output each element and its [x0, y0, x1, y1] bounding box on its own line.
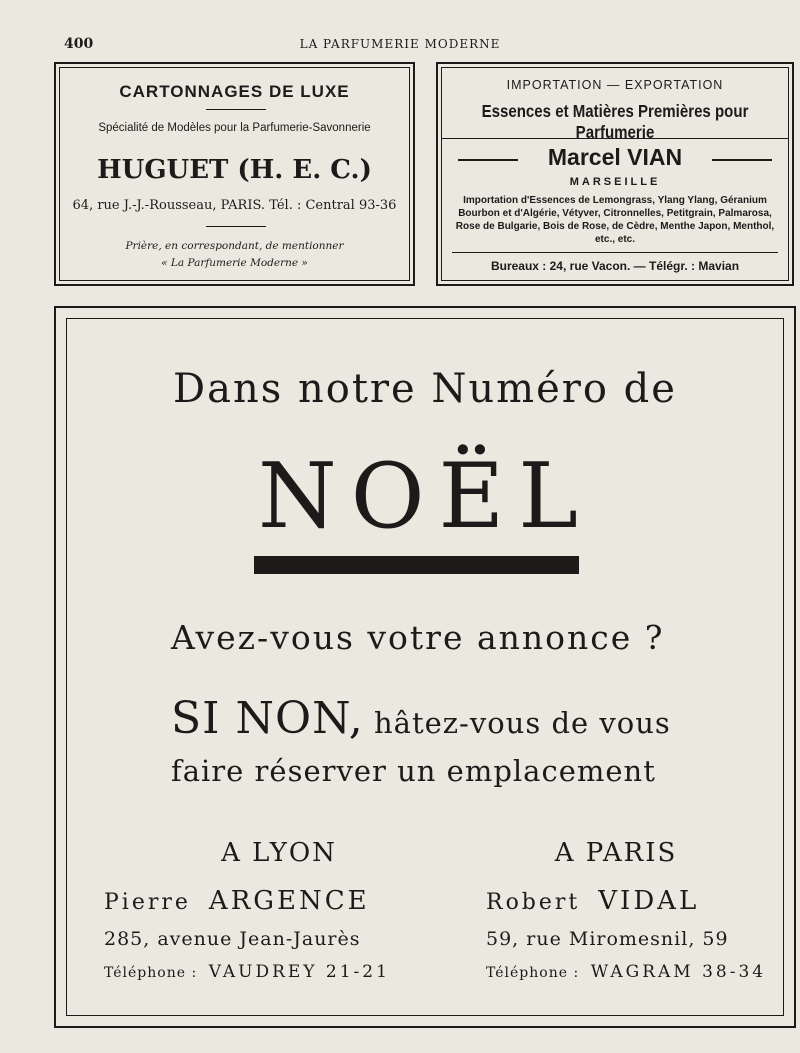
contact-lyon-lastname: ARGENCE [208, 886, 370, 916]
tel-label: Téléphone : [104, 965, 198, 981]
note-line-1: Prière, en correspondant, de mentionner [125, 240, 344, 252]
ad-noel [54, 306, 796, 1028]
ad-vian-inner-border [441, 67, 789, 281]
heading-underline-bar [254, 556, 579, 574]
contact-lyon-address: 285, avenue Jean-Jaurès [104, 928, 361, 950]
contact-lyon-city: A LYON [221, 838, 337, 868]
divider [442, 138, 788, 139]
hatez-vous: hâtez-vous de vous [363, 706, 671, 740]
contact-paris-city: A PARIS [554, 838, 678, 868]
noel-heading: NOËL [258, 444, 592, 549]
noel-line-2 [171, 693, 671, 744]
contact-paris-lastname: VIDAL [598, 886, 700, 916]
contact-lyon-firstname: Pierre [104, 890, 191, 915]
contact-paris-person [486, 886, 796, 916]
divider [206, 226, 266, 227]
contact-lyon [104, 838, 414, 982]
ad-vian-company: Marcel VIAN [547, 144, 683, 170]
ad-vian-products-list: Importation d'Essences de Lemongrass, Ylang Ylang, Géranium Bourbon et d'Algérie, Vétyver, Citronnelles, Petitgrain, Palmarosa, Rose de Bulgarie, Bois de Rose, de Cèdre, Menthe Japon, Menthol, etc., etc. [455, 195, 775, 245]
ad-cartonnages-company: HUGUET (H. E. C.) [97, 155, 372, 185]
ad-cartonnages-title: CARTONNAGES DE LUXE [119, 82, 350, 101]
page-number: 400 [64, 36, 94, 52]
ad-cartonnages-note [56, 238, 413, 272]
contact-paris-telephone [486, 962, 796, 982]
ad-cartonnages-subtitle: Spécialité de Modèles pour la Parfumerie-Savonnerie [98, 122, 371, 134]
tel-label: Téléphone : [486, 965, 580, 981]
tel-value: WAGRAM 38-34 [590, 962, 767, 982]
ad-vian-trade: IMPORTATION — EXPORTATION [506, 78, 724, 92]
noel-intro: Dans notre Numéro de [173, 366, 677, 412]
noel-question: Avez-vous votre annonce ? [171, 618, 665, 657]
noel-line-3: faire réserver un emplacement [171, 754, 656, 788]
contact-paris-address: 59, rue Miromesnil, 59 [486, 928, 729, 950]
note-line-2: « La Parfumerie Moderne » [161, 257, 308, 269]
journal-title: LA PARFUMERIE MODERNE [299, 37, 501, 51]
si-non: SI NON, [171, 693, 364, 744]
ad-cartonnages-address: 64, rue J.-J.-Rousseau, PARIS. Tél. : Central 93-36 [72, 198, 397, 213]
contact-paris [486, 838, 796, 982]
contact-paris-firstname: Robert [486, 890, 581, 915]
divider [452, 252, 778, 253]
divider [206, 109, 266, 110]
tel-value: VAUDREY 21-21 [208, 962, 390, 982]
ad-vian-footer: Bureaux : 24, rue Vacon. — Télégr. : Mavian [490, 259, 740, 273]
ad-cartonnages [54, 62, 415, 286]
ad-marcel-vian [436, 62, 794, 286]
contact-lyon-person [104, 886, 414, 916]
ad-vian-city: MARSEILLE [569, 176, 661, 188]
contact-lyon-telephone [104, 962, 414, 982]
ad-vian-products: Essences et Matières Premières pour Parfumerie [481, 101, 749, 142]
